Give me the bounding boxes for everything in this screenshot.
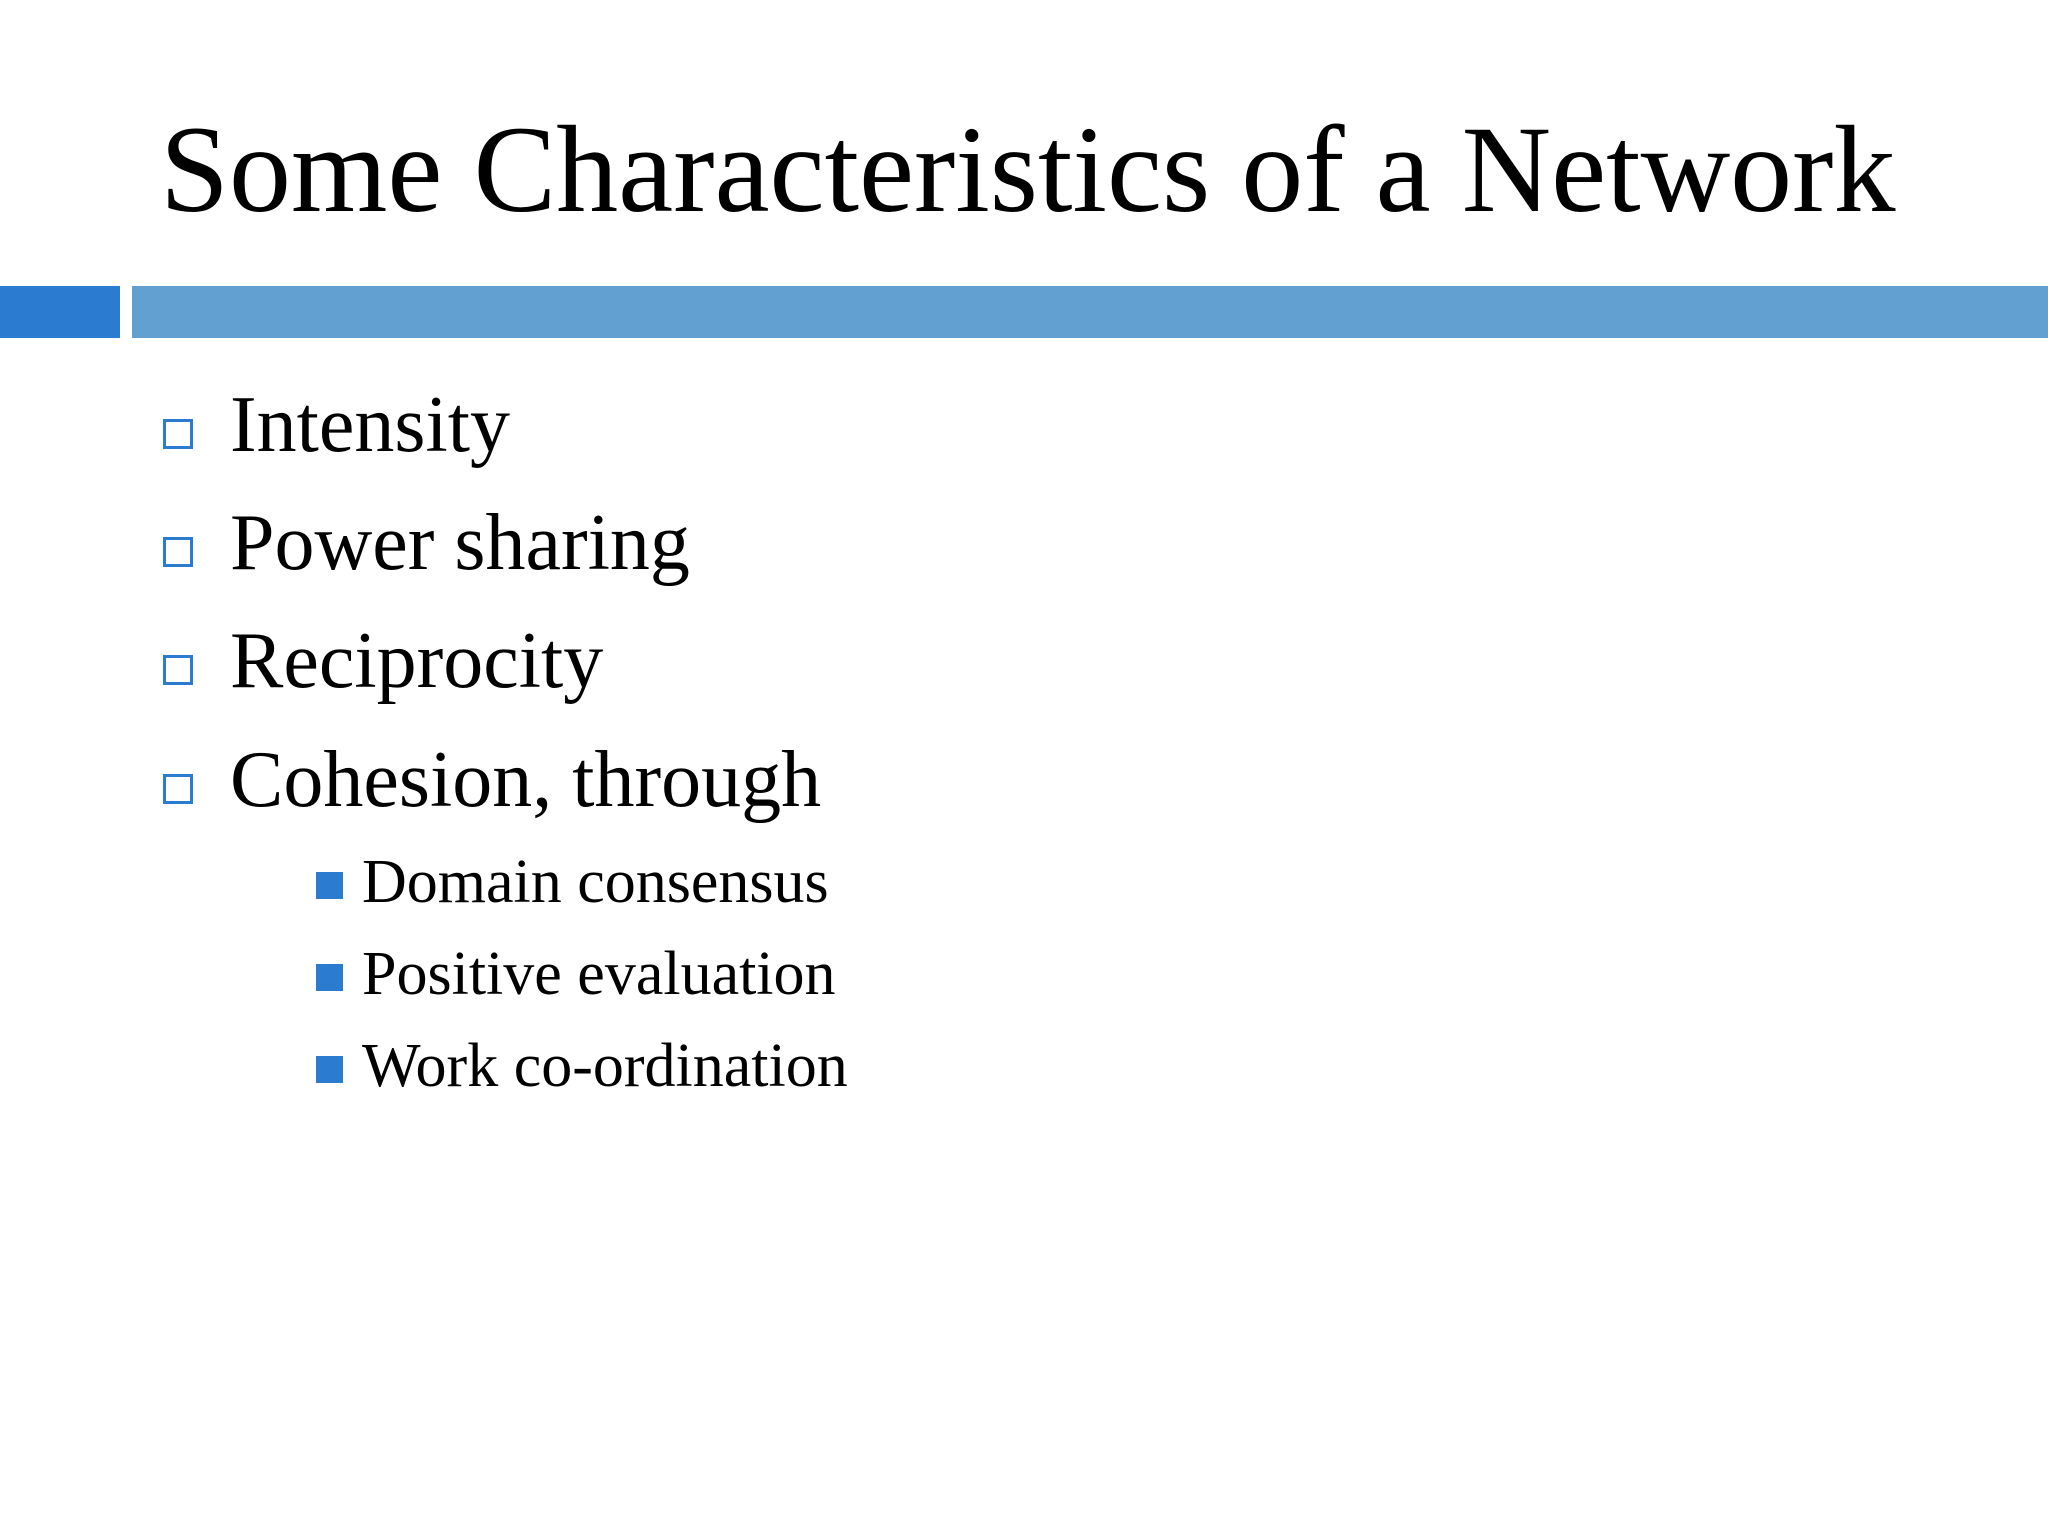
filled-square-bullet-icon [316,872,343,899]
sub-bullet-text: Domain consensus [362,848,829,916]
bullet-text: Power sharing [230,499,690,587]
filled-square-bullet-icon [316,1056,343,1083]
bullet-text: Cohesion, through [230,736,822,824]
bullet-text: Reciprocity [230,617,604,705]
sub-bullet-text: Work co-ordination [362,1032,848,1100]
hollow-square-bullet-icon [163,419,193,449]
slide-title: Some Characteristics of a Network [160,101,1896,238]
sub-bullet-text: Positive evaluation [362,940,836,1008]
filled-square-bullet-icon [316,964,343,991]
hollow-square-bullet-icon [163,774,193,804]
bullet-text: Intensity [230,381,510,469]
hollow-square-bullet-icon [163,655,193,685]
hollow-square-bullet-icon [163,537,193,567]
